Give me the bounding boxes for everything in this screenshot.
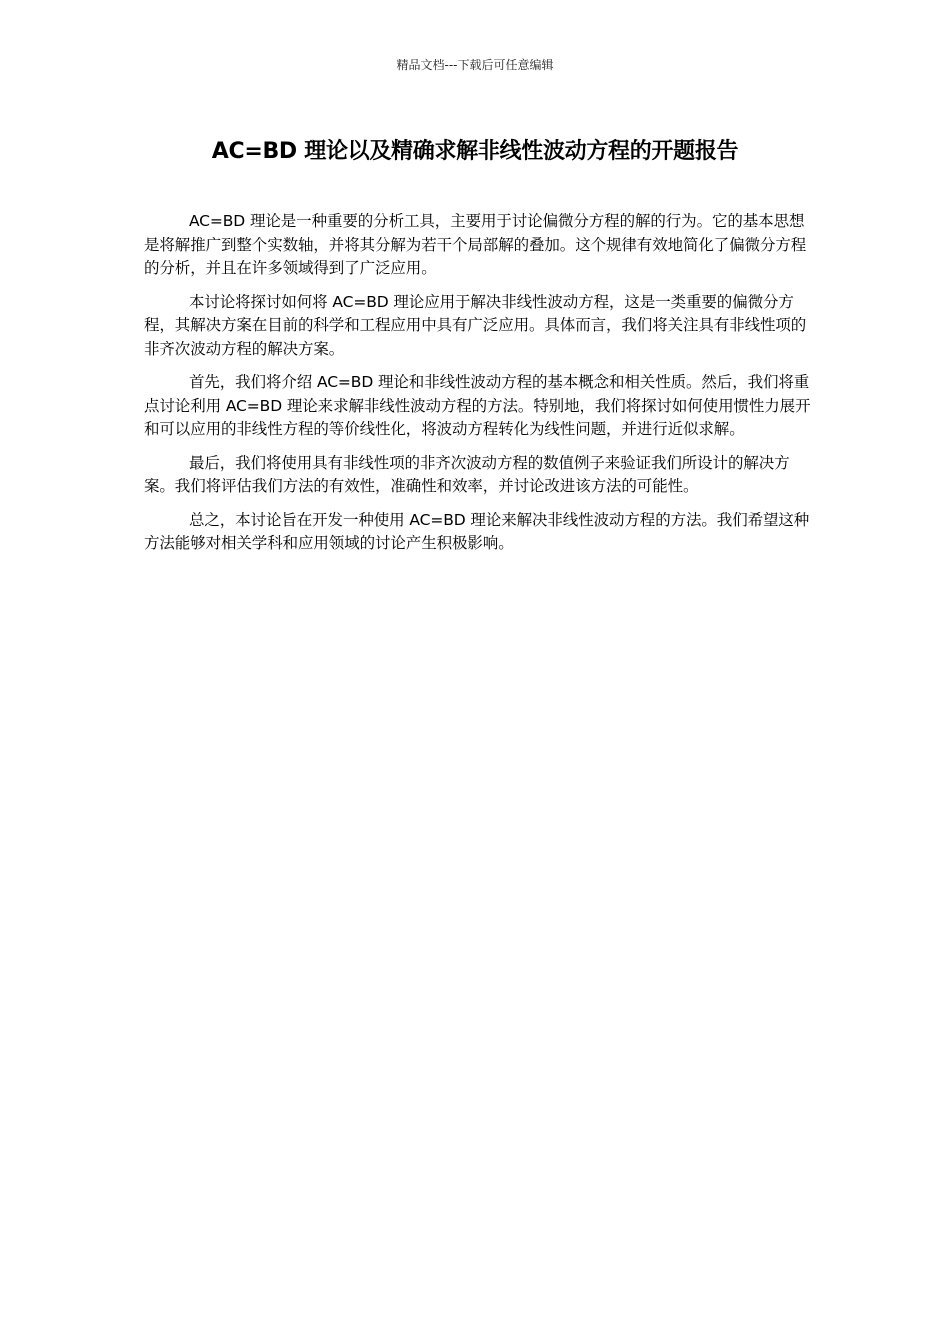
- paragraph-1: AC=BD 理论是一种重要的分析工具，主要用于讨论偏微分方程的解的行为。它的基本思想是将解推广到整个实数轴，并将其分解为若干个局部解的叠加。这个规律有效地简化了偏微分方程的分析，并且在许多领域得到了广泛应用。: [144, 212, 807, 277]
- paragraph-5: 总之，本讨论旨在开发一种使用 AC=BD 理论来解决非线性波动方程的方法。我们希望这种方法能够对相关学科和应用领域的讨论产生积极影响。: [144, 510, 810, 552]
- document-title: AC=BD 理论以及精确求解非线性波动方程的开题报告: [211, 139, 739, 164]
- paragraph-2: 本讨论将探讨如何将 AC=BD 理论应用于解决非线性波动方程，这是一类重要的偏微分方程，其解决方案在目前的科学和工程应用中具有广泛应用。具体而言，我们将关注具有非线性项的非齐次波动方程的解决方案。: [144, 292, 807, 358]
- paragraph-3: 首先，我们将介绍 AC=BD 理论和非线性波动方程的基本概念和相关性质。然后，我们将重点讨论利用 AC=BD 理论来求解非线性波动方程的方法。特别地，我们将探讨如何使用惯性力展开和可以应用的非线性方程的等价线性化，将波动方程转化为线性问题，并进行近似求解。: [144, 373, 811, 438]
- page-header: 精品文档---下载后可任意编辑: [396, 58, 554, 72]
- paragraph-4: 最后，我们将使用具有非线性项的非齐次波动方程的数值例子来验证我们所设计的解决方案。我们将评估我们方法的有效性，准确性和效率，并讨论改进该方法的可能性。: [144, 453, 790, 495]
- document-body: [144, 210, 812, 566]
